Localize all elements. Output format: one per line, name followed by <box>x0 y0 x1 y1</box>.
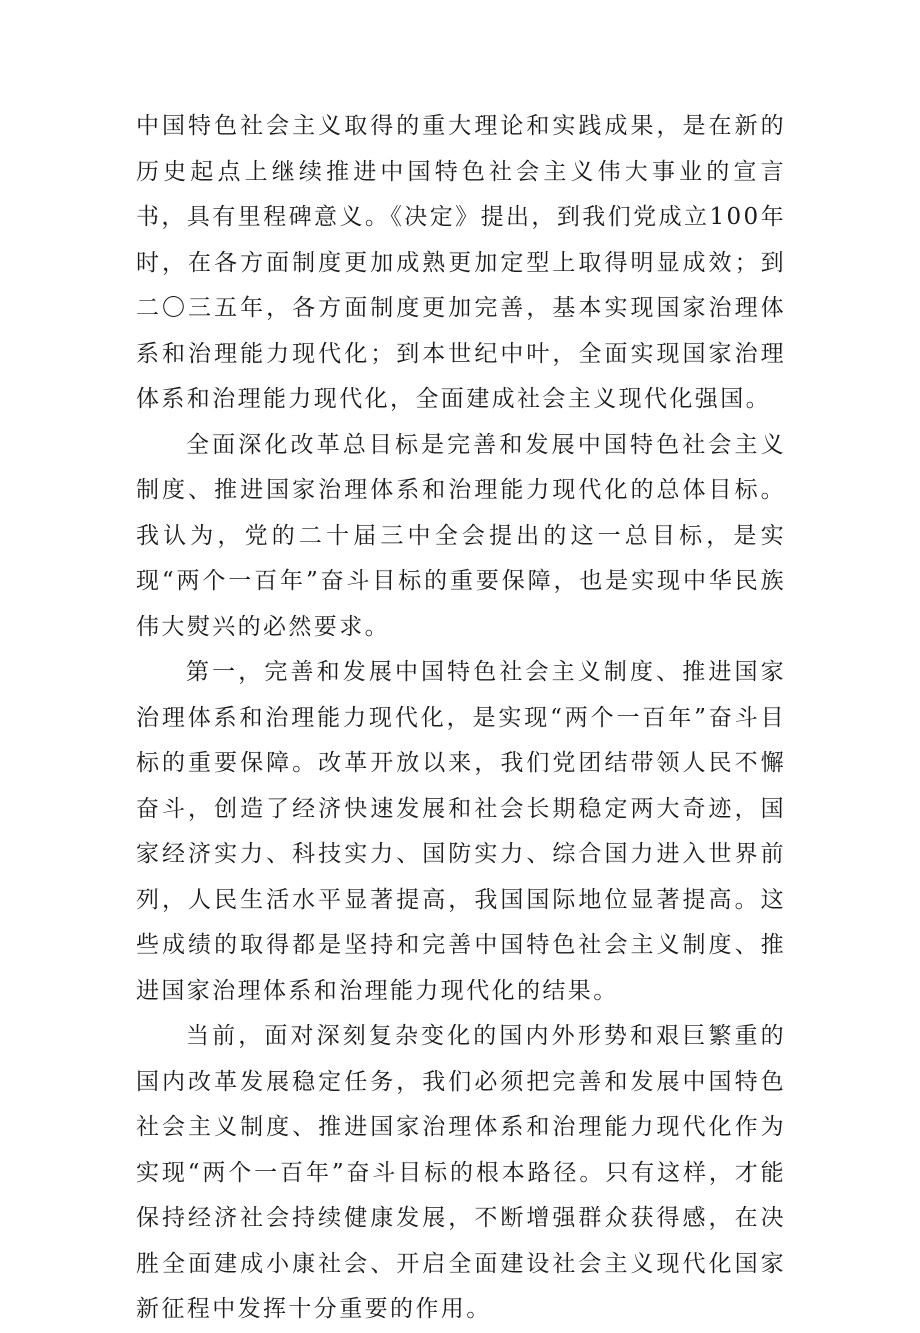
paragraph-first-point: 第一，完善和发展中国特色社会主义制度、推进国家治理体系和治理能力现代化，是实现“两个一百年”奋斗目标的重要保障。改革开放以来，我们党团结带领人民不懈奋斗，创造了经济快速发展和社会长期稳定两大奇迹，国家经济实力、科技实力、国防实力、综合国力进入世界前列，人民生活水平显著提高，我国国际地位显著提高。这些成绩的取得都是坚持和完善中国特色社会主义制度、推进国家治理体系和治理能力现代化的结果。 <box>136 659 786 1004</box>
paragraph-reform-goal: 全面深化改革总目标是完善和发展中国特色社会主义制度、推进国家治理体系和治理能力现代化的总体目标。我认为，党的二十届三中全会提出的这一总目标，是实现“两个一百年”奋斗目标的重要保障，也是实现中华民族伟大熨兴的必然要求。 <box>136 431 786 640</box>
document-body <box>136 104 786 1333</box>
paragraph-current-situation: 当前，面对深刻复杂变化的国内外形势和艰巨繁重的国内改革发展稳定任务，我们必须把完善和发展中国特色社会主义制度、推进国家治理体系和治理能力现代化作为实现“两个一百年”奋斗目标的根本路径。只有这样，才能保持经济社会持续健康发展，不断增强群众获得感，在决胜全面建成小康社会、开启全面建设社会主义现代化国家新征程中发挥十分重要的作用。 <box>136 1023 786 1322</box>
paragraph-continuation: 中国特色社会主义取得的重大理论和实践成果，是在新的历史起点上继续推进中国特色社会主义伟大事业的宣言书，具有里程碑意义。《决定》提出，到我们党成立100年时，在各方面制度更加成熟更加定型上取得明显成效；到二〇三五年，各方面制度更加完善，基本实现国家治理体系和治理能力现代化；到本世纪中叶，全面实现国家治理体系和治理能力现代化，全面建成社会主义现代化强国。 <box>136 113 786 412</box>
